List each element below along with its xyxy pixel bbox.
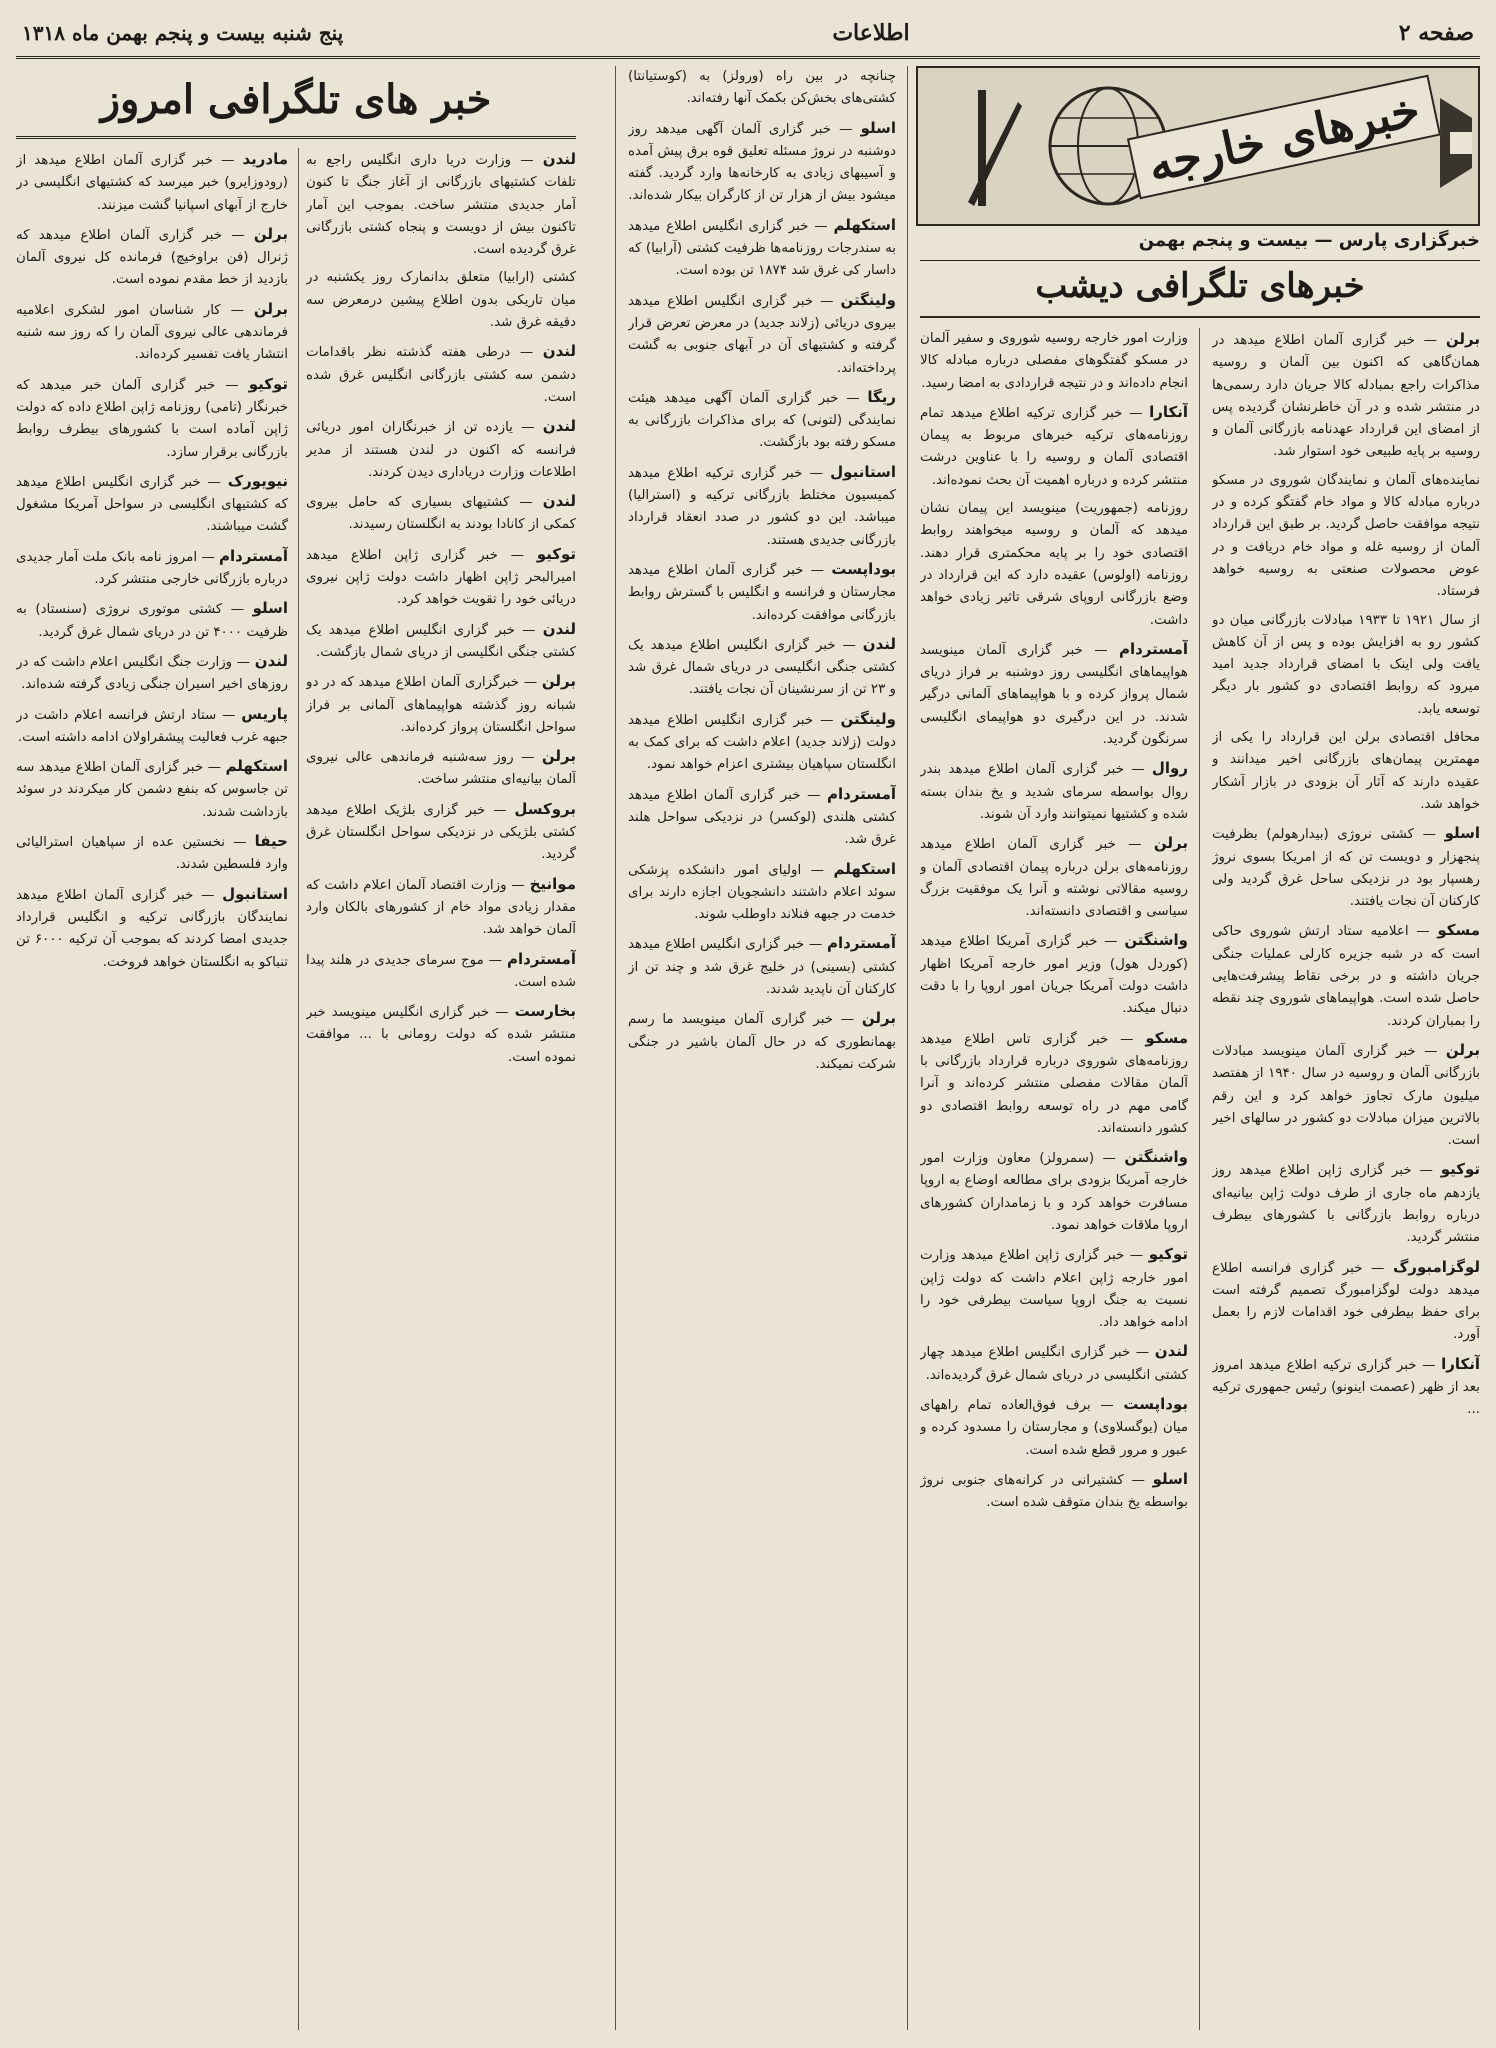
news-item <box>628 1007 896 1076</box>
news-body: — خبر گزاری آمریکا اطلاع میدهد (کوردل هول) وزیر امور خارجه آمریکا اظهار داشت دولت آمریکا جریان امور اروپا را با دقت دنبال میکند. <box>920 934 1188 1017</box>
news-item <box>16 755 288 824</box>
news-dateline: استانبول <box>830 462 896 481</box>
news-dateline: اسلو <box>252 599 288 618</box>
news-body: از سال ۱۹۲۱ تا ۱۹۳۳ مبادلات بازرگانی میان دو کشور رو به افزایش بوده و پس از آن کاهش یافت ولی اینک با امضای قرارداد جدید امید میرود که روابط اقتصادی دو کشور بار دیگر توسعه یابد. <box>1212 612 1480 717</box>
news-dateline: روال <box>1151 759 1188 778</box>
news-item <box>16 298 288 367</box>
column-rule <box>615 66 616 2030</box>
news-item <box>920 1146 1188 1237</box>
news-item <box>628 558 896 627</box>
newspaper-page <box>16 10 1480 2038</box>
news-item <box>920 929 1188 1020</box>
news-body: — خبر گزاری ترکیه اطلاع میدهد تمام روزنامه‌های ترکیه خبرهای مربوط به پیمان اقتصادی آلمان و روسیه را با عناوین درشت منتشر کرده و درباره اهمیت آن بحث نموده‌اند. <box>920 405 1188 488</box>
news-dateline: آمستردام <box>219 546 288 565</box>
news-item <box>306 670 576 739</box>
news-body: — خبر گزاری انگلیس اطلاع میدهد بیروی دریائی (زلاند جدید) در معرض تعرض قرار گرفته و کشتیهای آن در آبهای جنوبی به گشت پرداخته‌اند. <box>628 293 896 376</box>
news-body: — خبر گزاری آلمان اطلاع میدهد در همان‌گاهی که اکنون بین آلمان و روسیه مذاکرات راجع بمبادله کالا جریان دارد رسمی‌ها در منتشر شده و در آن خاطرنشان گردیده پس از امضای این قرارداد عهدنامه بازرگانی آلمان و روسیه بر پایه طبیعی خود استوار شد. <box>1212 333 1480 460</box>
news-item <box>16 470 288 539</box>
news-item <box>628 117 896 208</box>
news-dateline: اسلو <box>1444 824 1480 843</box>
news-item <box>628 66 896 111</box>
news-item <box>16 148 288 217</box>
news-body: — نخستین عده از سپاهیان استرالیائی وارد فلسطین شدند. <box>16 835 288 873</box>
news-item <box>628 783 896 852</box>
news-body: — خبر گزاری آلمان آگهی میدهد هیئت نمایندگی (لتونی) که برای مذاکرات بازرگانی به مسکو رفته بود بازگشت. <box>628 390 896 451</box>
news-dateline: اسلو <box>1152 1469 1188 1488</box>
news-body: — خبر گزاری انگلیس اطلاع میدهد که کشتیهای انگلیسی در سواحل آمریکا مشغول گشت میباشند. <box>16 474 288 535</box>
news-body: — خبر گزاری ترکیه اطلاع میدهد امروز بعد از ظهر (عصمت اینونو) رئیس جمهوری ترکیه ... <box>1212 1357 1480 1418</box>
today-news-heading: خبر های تلگرافی امروز <box>16 76 576 139</box>
news-dateline: ولینگتن <box>840 709 896 728</box>
news-item <box>306 267 576 334</box>
news-body: نماینده‌های آلمان و نمایندگان شوروی در مسکو درباره مبادله کالا و مواد خام گفتگو کرده و در نتیجه موافقت حاصل گردید. بر طبق این قرارداد آلمان از روسیه غله و مواد خام دریافت و در عوض محصولات صنعتی به روسیه خواهد فرستاد. <box>1212 472 1480 600</box>
news-item <box>920 832 1188 923</box>
news-dateline: استکهلم <box>833 859 896 878</box>
news-dateline: برلن <box>253 224 288 243</box>
news-item <box>306 543 576 612</box>
foreign-news-banner <box>916 66 1480 226</box>
news-body: — موج سرمای جدیدی در هلند پیدا شده است. <box>306 952 576 990</box>
news-body: — خبر گزاری آلمان اطلاع میدهد روزنامه‌های برلن درباره پیمان اقتصادی آلمان و روسیه مقالاتی نوشته و آنرا یک موفقیت بزرگ سیاسی و اقتصادی دانسته‌اند. <box>920 837 1188 920</box>
news-body: — خبر گزاری ژاپن اطلاع میدهد وزارت امور خارجه ژاپن اعلام داشت که دولت ژاپن نسبت به جنگ اروپا سیاست بیطرفی خود را ادامه خواهد داد. <box>920 1248 1188 1331</box>
news-body: — کشتیرانی در کرانه‌های جنوبی نروژ بواسطه یخ بندان متوقف شده است. <box>920 1472 1188 1511</box>
news-dateline: بوداپست <box>831 559 896 578</box>
news-item <box>306 340 576 409</box>
column-4 <box>306 148 576 2030</box>
news-item <box>16 545 288 592</box>
news-dateline: پاریس <box>241 704 288 723</box>
news-dateline: بروکسل <box>514 799 576 818</box>
news-item <box>920 498 1188 632</box>
news-body: — اعلامیه ستاد ارتش شوروی حاکی است که در شبه جزیره کارلی عملیات جنگی جریان داشته و در برخی نقاط پیشرفت‌هایی حاصل شده است. هواپیماهای شوروی چند نقطه را بمباران کردند. <box>1212 924 1480 1029</box>
news-item <box>920 328 1188 395</box>
news-item <box>16 373 288 464</box>
news-item <box>920 1393 1188 1462</box>
news-body: — خبر گزاری آلمان اطلاع میدهد بندر روال بواسطه سرمای شدید و یخ بندان بسته شده و کشتیها نمیتوانند وارد آن شوند. <box>920 762 1188 822</box>
news-dateline: بخارست <box>514 1002 576 1021</box>
news-item <box>1212 1256 1480 1347</box>
news-body: — خبر گزاری انگلیس اطلاع میدهد به سندرجات روزنامه‌ها ظرفیت کشتی (آرابیا) که داسار کی غرق شد ۱۸۷۴ تن بوده است. <box>628 218 896 279</box>
page-number: صفحه ۲ <box>1398 20 1474 46</box>
news-item <box>1212 470 1480 604</box>
news-body: — خبر گزاری آلمان مینویسد ما رسم بهمانطوری که در حال آلمان باشیر در جنگی شرکت نمیکند. <box>628 1012 896 1072</box>
news-item <box>306 1000 576 1069</box>
news-dateline: اسلو <box>860 118 896 137</box>
news-item <box>16 597 288 644</box>
news-body: — خبر گزاری آلمان اطلاع میدهد از (رودوزایرو) خبر میرسد که کشتیهای انگلیسی در خارج از آبهای اسپانیا گشت میزنند. <box>16 153 288 213</box>
news-body: — کار شناسان امور لشکری اعلامیه فرماندهی عالی نیروی آلمان را که روز سه شنبه انتشار یافت تفسیر کرده‌اند. <box>16 302 288 363</box>
news-body: — وزارت جنگ انگلیس اعلام داشت که در روزهای اخیر اسیران جنگی زیادی گرفته شده‌اند. <box>16 654 288 693</box>
news-dateline: واشنگتن <box>1124 931 1188 950</box>
column-1 <box>1212 328 1480 2030</box>
news-body: — خبر گزاری آلمان مینویسد مبادلات بازرگانی آلمان و روسیه در سال ۱۹۴۰ از هفتصد میلیون مارک تجاوز خواهد کرد و این رقم بالاترین میزان مبادلات دو کشور در سالهای اخیر است. <box>1212 1043 1480 1149</box>
news-body: — اولیای امور دانشکده پزشکی سوئد اعلام داشتند دانشجویان اجازه دارند برای خدمت در جبهه فنلاند داوطلب شوند. <box>628 862 896 923</box>
news-dateline: توکیو <box>248 374 288 393</box>
foreign-news-title: خبرهای خارجه <box>1127 75 1441 200</box>
news-dateline: لندن <box>542 342 576 361</box>
column-rule <box>298 148 299 2030</box>
news-dateline: آنکارا <box>1441 1354 1480 1373</box>
news-item <box>628 214 896 283</box>
news-dateline: استانبول <box>222 884 288 903</box>
newspaper-title: اطلاعات <box>832 20 910 46</box>
news-item <box>628 461 896 552</box>
news-body: — خبر گزاری ترکیه اطلاع میدهد کمیسیون مختلط بازرگانی ترکیه و (استرالیا) میباشد. این دو کشور در صدد انعقاد قرارداد بازرگانی جدیدی هستند. <box>628 465 896 548</box>
news-item <box>16 830 288 877</box>
news-item <box>306 490 576 537</box>
column-3 <box>628 66 896 2030</box>
news-dateline: برلن <box>541 747 576 766</box>
news-dateline: برلن <box>1153 834 1188 853</box>
news-dateline: برلن <box>541 672 576 691</box>
news-dateline: لوگزامبورگ <box>1392 1257 1480 1276</box>
news-item <box>16 650 288 697</box>
news-body: — خبر گزاری تاس اطلاع میدهد روزنامه‌های شوروی درباره قرارداد بازرگانی با آلمان مقالات مفصلی منتشر کرده‌اند و آنرا گامی مهم در راه توسعه روابط اقتصادی دو کشور دانسته‌اند. <box>920 1031 1188 1136</box>
news-dateline: لندن <box>542 492 576 511</box>
news-body: — خبر گزاری انگلیس اطلاع میدهد یک کشتی جنگی انگلیسی در دریای شمال غرق شد و ۲۳ تن از سرنشینان آن نجات یافتند. <box>628 637 896 698</box>
news-body: — خبر گزاری آلمان خبر میدهد که خبرنگار (تامی) روزنامه ژاپن اطلاع داده که دولت ژاپن آماده است با کشورهای بیطرف روابط بازرگانی برقرار سازد. <box>16 377 288 460</box>
news-body: — خبر گزاری آلمان اطلاع میدهد که ژنرال (فن براوخیچ) فرمانده کل نیروی آلمان بازدید از خط مقدم نموده است. <box>16 227 288 288</box>
news-dateline: نیویورک <box>227 471 288 490</box>
news-dateline: موانیخ <box>529 874 576 893</box>
news-dateline: حیفا <box>254 832 288 851</box>
news-body: — (سمرولز) معاون وزارت امور خارجه آمریکا بزودی برای مطالعه اوضاع به اروپا مسافرت خواهد کرد و با زمامداران کشورهای اروپا ملاقات خواهد نمود. <box>920 1151 1188 1233</box>
news-body: — ستاد ارتش فرانسه اعلام داشت در جبهه غرب فعالیت پیشقراولان ادامه داشته است. <box>16 707 288 745</box>
news-item <box>628 386 896 455</box>
news-item <box>1212 822 1480 913</box>
news-item <box>306 618 576 665</box>
news-dateline: آمستردام <box>507 949 576 968</box>
news-body: — کشتی نروژی (بیدارهولم) بظرفیت پنجهزار و دویست تن که از امریکا بسوی نروژ رهسپار بود در نزدیکی ساحل غرق گردید ولی کارکنان آن نجات یافتند. <box>1212 827 1480 910</box>
news-body: — خبرگزاری آلمان اطلاع میدهد که در دو شبانه روز گذشته هواپیماهای آلمانی بر فراز سواحل انگلستان پرواز کرده‌اند. <box>306 675 576 735</box>
news-item <box>16 223 288 292</box>
news-body: چنانچه در بین راه (ورولز) به (کوستیانتا) کشتی‌های بخش‌کن بکمک آنها رفته‌اند. <box>628 69 896 107</box>
news-dateline: ولینگتن <box>840 290 896 309</box>
news-body: — خبر گزاری بلژیک اطلاع میدهد کشتی بلژیکی در نزدیکی سواحل انگلستان غرق گردید. <box>306 802 576 863</box>
news-body: — امروز نامه بانک ملت آمار جدیدی درباره بازرگانی خارجی منتشر کرد. <box>16 549 288 588</box>
news-item <box>920 1027 1188 1140</box>
news-dateline: استکهلم <box>225 757 288 776</box>
news-item <box>16 883 288 974</box>
news-dateline: لندن <box>254 651 288 670</box>
news-dateline: مادرید <box>242 150 288 168</box>
news-dateline: برلن <box>253 299 288 318</box>
news-item <box>628 708 896 777</box>
news-body: — خبر گزاری آلمان اطلاع میدهد نمایندگان بازرگانی ترکیه و انگلیس قرارداد جدیدی امضا کردند که بموجب آن ترکیه ۶۰۰۰ تن تنباکو به انگلستان خواهد فروخت. <box>16 887 288 970</box>
news-item <box>920 757 1188 826</box>
news-item <box>1212 919 1480 1032</box>
news-body: محافل اقتصادی برلن این قرارداد را یکی از مهمترین پیمان‌های بازرگانی اخیر میدانند و عقیده دارند که آثار آن بزودی در بازار آشکار خواهد شد. <box>1212 730 1480 812</box>
news-dateline: لندن <box>542 417 576 436</box>
news-body: — خبر گزاری آلمان اطلاع میدهد کشتی هلندی (لوکسر) در نزدیکی سواحل هلند غرق شد. <box>628 787 896 848</box>
masthead <box>16 10 1480 59</box>
news-dateline: برلن <box>1445 330 1480 348</box>
news-body: — خبر گزاری آلمان آگهی میدهد روز دوشنبه در نروژ مسئله تعلیق قوه برق پیش آمده و آسیبهای زیادی به کارخانه‌ها وارد گردید. گفته میشود بیش از هزار تن از کارگران بیکار شده‌اند. <box>628 121 896 204</box>
issue-date: پنج شنبه بیست و پنجم بهمن ماه ۱۳۱۸ <box>22 21 344 45</box>
news-body: — کشتیهای بسیاری که حامل بیروی کمکی از کانادا بودند به انگلستان رسیدند. <box>306 495 576 533</box>
news-body: — یازده تن از خبرنگاران امور دریائی فرانسه که اکنون در لندن هستند از مدیر اطلاعات وزارت دریاداری دیدن کردند. <box>306 420 576 480</box>
news-body: وزارت امور خارجه روسیه شوروی و سفیر آلمان در مسکو گفتگوهای مفصلی درباره مبادله کالا انجام داده‌اند و در نتیجه قراردادی به امضا رسید. <box>920 331 1188 391</box>
news-body: — خبر گزاری انگلیس اطلاع میدهد کشتی (بسینی) در خلیج غرق شد و چند تن از کارکنان آن ناپدید شدند. <box>628 937 896 997</box>
news-body: — خبر گزاری انگلیس مینویسد خبر منتشر شده که دولت رومانی با ... موافقت نموده است. <box>306 1005 576 1065</box>
column-2 <box>920 328 1188 2030</box>
news-dateline: لندن <box>542 619 576 638</box>
evening-news-heading: خبرهای تلگرافی دیشب <box>920 266 1480 318</box>
news-body: — خبر گزاری فرانسه اطلاع میدهد دولت لوگزامبورگ تصمیم گرفته است برای حفظ بیطرفی خود اقدامات لازم را بعمل آورد. <box>1212 1260 1480 1343</box>
news-item <box>1212 1158 1480 1249</box>
news-item <box>628 932 896 1001</box>
news-dateline: برلن <box>861 1009 896 1028</box>
news-item <box>920 401 1188 492</box>
news-item <box>16 703 288 750</box>
pars-dateline: خبرگزاری پارس — بیست و پنجم بهمن <box>920 230 1480 261</box>
news-item <box>920 1243 1188 1334</box>
news-body: — کشتی موتوری نروژی (سنستاد) به ظرفیت ۴۰۰۰ تن در دریای شمال غرق گردید. <box>16 602 288 640</box>
news-item <box>920 1340 1188 1387</box>
news-dateline: توکیو <box>536 544 576 563</box>
news-item <box>920 638 1188 751</box>
news-dateline: ریگا <box>867 387 896 406</box>
news-item <box>1212 1353 1480 1422</box>
news-item <box>1212 610 1480 721</box>
news-body: — خبر گزاری انگلیس اطلاع میدهد چهار کشتی انگلیسی در دریای شمال غرق گردیده‌اند. <box>920 1345 1188 1383</box>
news-body: — خبر گزاری آلمان اطلاع میدهد مجارستان و فرانسه و انگلیس با گسترش روابط بازرگانی موافقت کرده‌اند. <box>628 562 896 623</box>
news-dateline: استکهلم <box>833 215 896 234</box>
news-body: — برف فوق‌العاده تمام راههای میان (یوگسلاوی) و مجارستان را مسدود کرده و عبور و مرور قطع شده است. <box>920 1398 1188 1458</box>
news-body: — خبر گزاری ژاپن اطلاع میدهد روز یازدهم ماه جاری از طرف دولت ژاپن بیانیه‌ای درباره روابط بازرگانی با کشورهای بیطرف منتشر گردید. <box>1212 1163 1480 1246</box>
news-body: — خبر گزاری ژاپن اطلاع میدهد امیرالبحر ژاپن اظهار داشت دولت ژاپن نیروی دریائی خود را تقویت خواهد کرد. <box>306 547 576 608</box>
news-dateline: توکیو <box>1148 1245 1188 1264</box>
news-dateline: مسکو <box>1145 1028 1188 1047</box>
news-item <box>306 873 576 942</box>
news-dateline: آنکارا <box>1149 402 1188 421</box>
news-item <box>1212 727 1480 816</box>
news-item <box>306 745 576 792</box>
news-item <box>1212 1039 1480 1152</box>
news-dateline: آمستردام <box>827 784 896 803</box>
news-body: — خبر گزاری انگلیس اطلاع میدهد دولت (زلاند جدید) اعلام داشت که برای کمک به انگلستان سپاهیان بیشتری اعزام خواهد نمود. <box>628 712 896 773</box>
news-item <box>628 858 896 927</box>
news-item <box>306 148 576 261</box>
news-body: — وزارت اقتصاد آلمان اعلام داشت که مقدار زیادی مواد خام از کشورهای بالکان وارد آلمان خواهد شد. <box>306 877 576 938</box>
news-dateline: آمستردام <box>827 934 896 953</box>
news-dateline: لندن <box>1154 1342 1188 1361</box>
news-body: — روز سه‌شنبه فرماندهی عالی نیروی آلمان بیانیه‌ای منتشر ساخت. <box>306 750 576 788</box>
news-body: — وزارت دریا داری انگلیس راجع به تلفات کشتیهای بازرگانی از آغاز جنگ تا کنون آمار جدیدی منتشر ساخت. بموجب این آمار تاکنون بیش از دویست و پنجاه کشتی بازرگانی غرق گردیده است. <box>306 153 576 258</box>
news-body: — درطی هفته گذشته نظر باقدامات دشمن سه کشتی بازرگانی انگلیس غرق شده است. <box>306 345 576 405</box>
news-dateline: مسکو <box>1437 921 1480 940</box>
news-dateline: بوداپست <box>1123 1395 1188 1414</box>
news-item <box>306 415 576 484</box>
news-body: کشتی (ارابیا) متعلق بدانمارک روز یکشنبه در میان تاریکی بدون اطلاع پیشین درمعرض سه دقیقه غرق شد. <box>306 270 576 331</box>
news-item <box>306 798 576 867</box>
gramophone-icon <box>1436 88 1476 198</box>
news-body: — خبر گزاری انگلیس اطلاع میدهد یک کشتی جنگی انگلیسی از دریای شمال بازگشت. <box>306 622 576 660</box>
news-dateline: توکیو <box>1440 1160 1480 1179</box>
news-dateline: لندن <box>542 150 576 168</box>
news-dateline: آمستردام <box>1119 639 1188 658</box>
news-item <box>920 1468 1188 1515</box>
news-body: — خبر گزاری آلمان اطلاع میدهد سه تن جاسوس که بنفع دشمن کار میکردند در سوئد بازداشت شدند. <box>16 760 288 820</box>
news-dateline: لندن <box>862 634 896 653</box>
news-dateline: برلن <box>1445 1040 1480 1059</box>
news-item <box>628 289 896 380</box>
news-dateline: واشنگتن <box>1124 1148 1188 1167</box>
news-item <box>628 633 896 702</box>
news-body: روزنامه (جمهوریت) مینویسد این پیمان نشان میدهد که آلمان و روسیه میخواهند روابط اقتصادی خود را بر پایه محکمتری قرار دهند. روزنامه (اولوس) عقیده دارد که این قرارداد در وضع بازرگانی اروپای شرقی تاثیر زیادی خواهد داشت. <box>920 501 1188 628</box>
news-item <box>306 948 576 995</box>
news-body: — خبر گزاری آلمان مینویسد هواپیماهای انگلیسی روز دوشنبه بر فراز دریای شمال پرواز کرده و با هواپیماهای آلمانی درگیر شدند. در این درگیری دو هواپیمای انگلیسی سرنگون گردید. <box>920 642 1188 748</box>
column-rule <box>1199 328 1200 2030</box>
column-rule <box>907 66 908 2030</box>
news-item <box>1212 328 1480 464</box>
column-5 <box>16 148 288 2030</box>
